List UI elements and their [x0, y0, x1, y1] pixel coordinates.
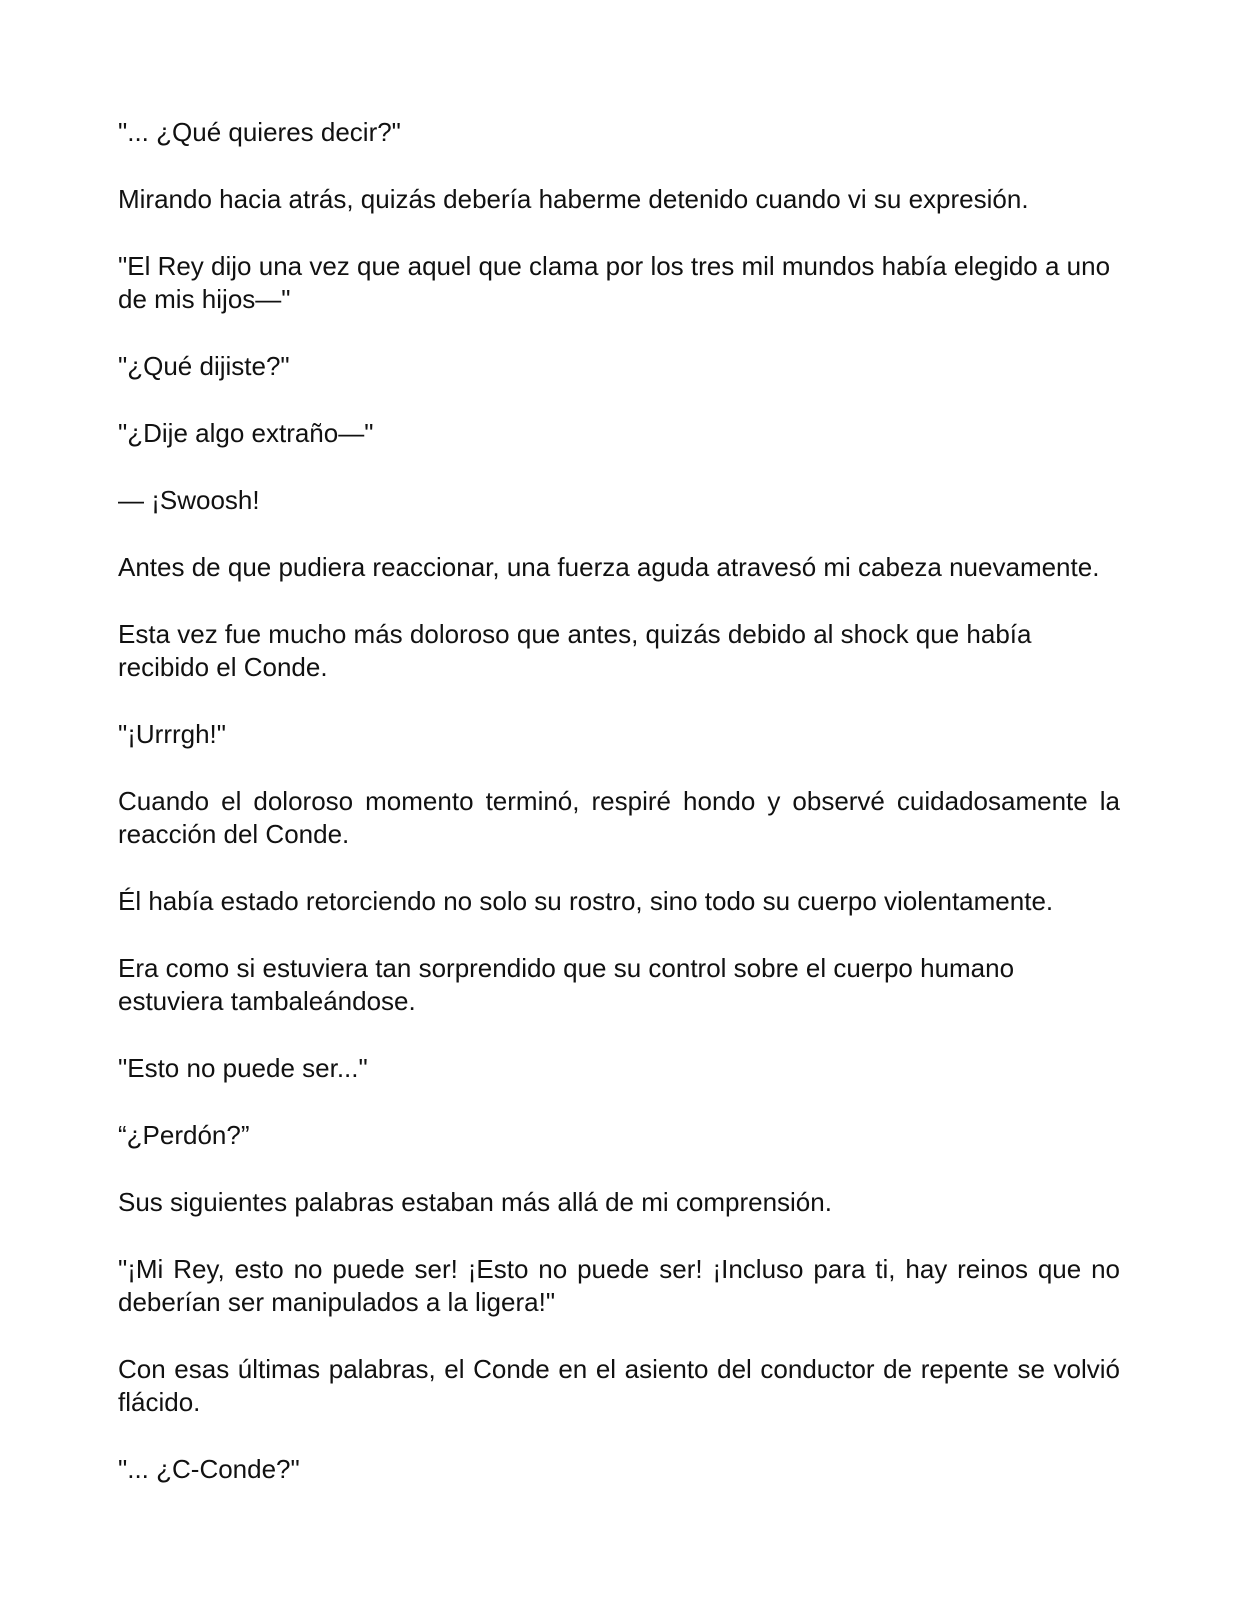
paragraph-6: — ¡Swoosh!	[118, 485, 260, 515]
paragraph-18: "... ¿C-Conde?"	[118, 1454, 300, 1484]
paragraph-8: Esta vez fue mucho más doloroso que antes, quizás debido al shock que había recibido el Conde.	[118, 619, 1032, 682]
paragraph-3: "El Rey dijo una vez que aquel que clama por los tres mil mundos había elegido a uno de mis hijos—"	[118, 251, 1111, 314]
paragraph-15: Sus siguientes palabras estaban más allá de mi comprensión.	[118, 1187, 832, 1217]
document-body	[118, 116, 1120, 1520]
paragraph-11: Él había estado retorciendo no solo su rostro, sino todo su cuerpo violentamente.	[118, 886, 1054, 916]
paragraph-17: Con esas últimas palabras, el Conde en el asiento del conductor de repente se volvió flácido.	[118, 1354, 1120, 1417]
paragraph-16: "¡Mi Rey, esto no puede ser! ¡Esto no puede ser! ¡Incluso para ti, hay reinos que no deberían ser manipulados a la ligera!"	[118, 1254, 1120, 1317]
paragraph-14: “¿Perdón?”	[118, 1120, 250, 1150]
paragraph-7: Antes de que pudiera reaccionar, una fuerza aguda atravesó mi cabeza nuevamente.	[118, 552, 1100, 582]
paragraph-10: Cuando el doloroso momento terminó, respiré hondo y observé cuidadosamente la reacción del Conde.	[118, 786, 1120, 849]
paragraph-2: Mirando hacia atrás, quizás debería haberme detenido cuando vi su expresión.	[118, 184, 1029, 214]
paragraph-1: "... ¿Qué quieres decir?"	[118, 117, 401, 147]
paragraph-13: "Esto no puede ser..."	[118, 1053, 368, 1083]
paragraph-5: "¿Dije algo extraño—"	[118, 418, 374, 448]
paragraph-9: "¡Urrrgh!"	[118, 719, 227, 749]
paragraph-4: "¿Qué dijiste?"	[118, 351, 290, 381]
paragraph-12: Era como si estuviera tan sorprendido que su control sobre el cuerpo humano estuviera tambaleándose.	[118, 953, 1015, 1016]
